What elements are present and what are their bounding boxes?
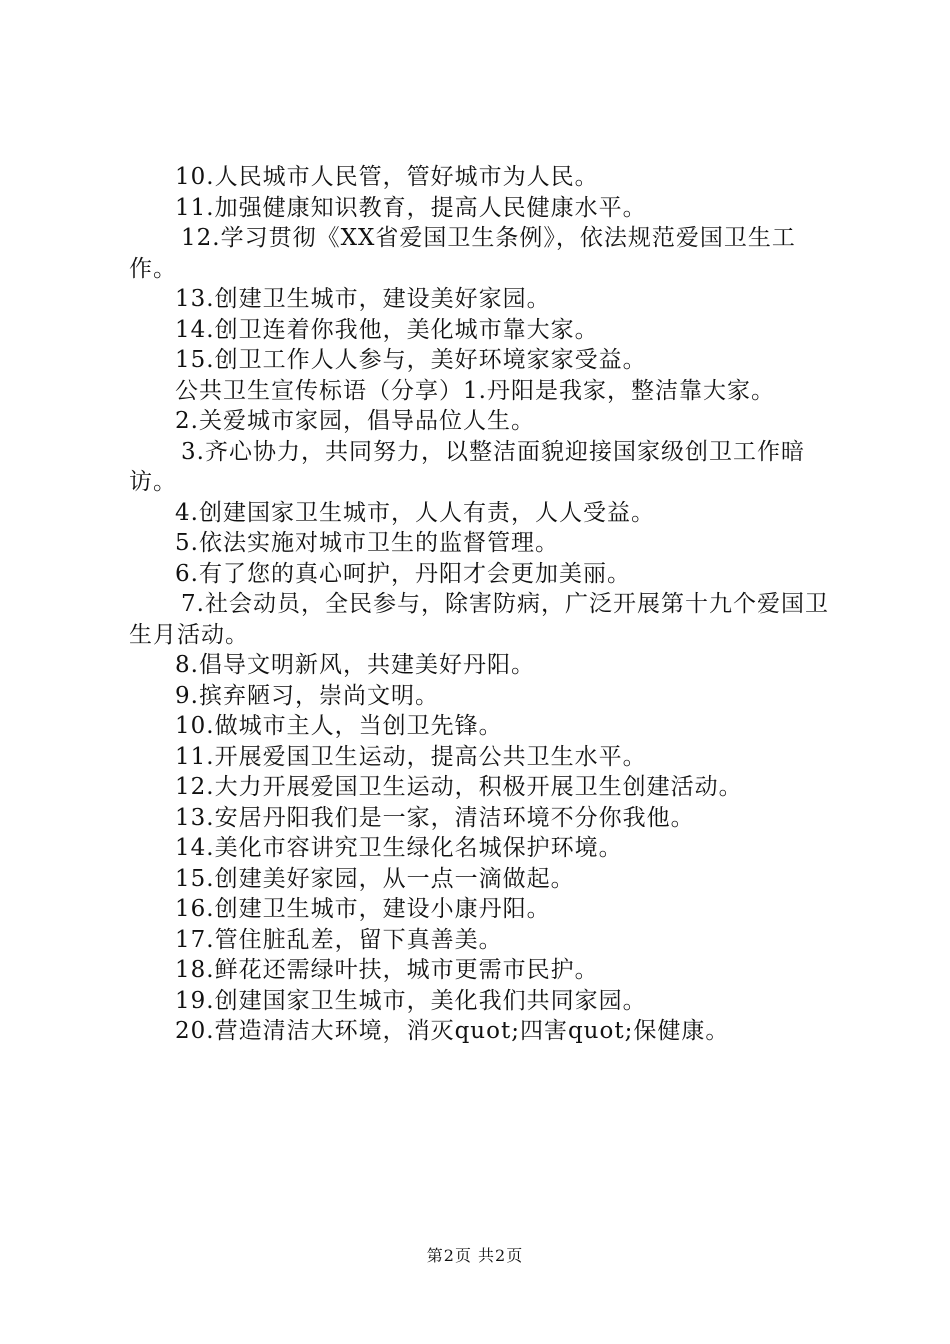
paragraph-line: 10.人民城市人民管，管好城市为人民。	[175, 164, 599, 190]
paragraph-line: 15.创卫工作人人参与，美好环境家家受益。	[175, 347, 647, 373]
paragraph-line: 17.管住脏乱差，留下真善美。	[175, 926, 503, 953]
paragraph-line: 14.创卫连着你我他，美化城市靠大家。	[175, 316, 599, 343]
paragraph-line: 3.齐心协力，共同努力，以整洁面貌迎接国家级创卫工作暗访。	[129, 438, 805, 495]
paragraph-line: 10.做城市主人，当创卫先锋。	[175, 713, 503, 739]
document-body	[129, 162, 829, 1047]
paragraph-line: 5.依法实施对城市卫生的监督管理。	[175, 530, 559, 556]
paragraph-line: 12.学习贯彻《XX省爱国卫生条例》，依法规范爱国卫生工作。	[129, 225, 796, 282]
paragraph-line: 9.摈弃陋习，崇尚文明。	[175, 682, 439, 709]
paragraph-line: 13.创建卫生城市，建设美好家园。	[175, 286, 551, 312]
paragraph-line: 7.社会动员，全民参与，除害防病，广泛开展第十九个爱国卫生月活动。	[129, 591, 829, 648]
paragraph-line: 15.创建美好家园，从一点一滴做起。	[175, 865, 575, 892]
paragraph-line: 6.有了您的真心呵护，丹阳才会更加美丽。	[175, 560, 631, 587]
paragraph-line: 8.倡导文明新风，共建美好丹阳。	[175, 652, 535, 678]
paragraph-line: 4.创建国家卫生城市，人人有责，人人受益。	[175, 499, 655, 526]
paragraph-line: 12.大力开展爱国卫生运动，积极开展卫生创建活动。	[175, 774, 743, 800]
page-number-footer: 第2页 共2页	[426, 1246, 524, 1265]
paragraph-line: 19.创建国家卫生城市，美化我们共同家园。	[175, 987, 647, 1014]
paragraph-line: 11.加强健康知识教育，提高人民健康水平。	[175, 194, 647, 221]
paragraph-line: 公共卫生宣传标语（分享）1.丹阳是我家，整洁靠大家。	[175, 377, 775, 404]
paragraph-line: 11.开展爱国卫生运动，提高公共卫生水平。	[175, 743, 647, 770]
paragraph-line: 14.美化市容讲究卫生绿化名城保护环境。	[175, 835, 623, 861]
paragraph-line: 16.创建卫生城市，建设小康丹阳。	[175, 896, 551, 922]
paragraph-line: 13.安居丹阳我们是一家，清洁环境不分你我他。	[175, 804, 695, 831]
paragraph-line: 2.关爱城市家园，倡导品位人生。	[175, 408, 535, 434]
paragraph-line: 18.鲜花还需绿叶扶，城市更需市民护。	[175, 957, 599, 983]
paragraph-line: 20.营造清洁大环境，消灭quot;四害quot;保健康。	[175, 1018, 730, 1044]
